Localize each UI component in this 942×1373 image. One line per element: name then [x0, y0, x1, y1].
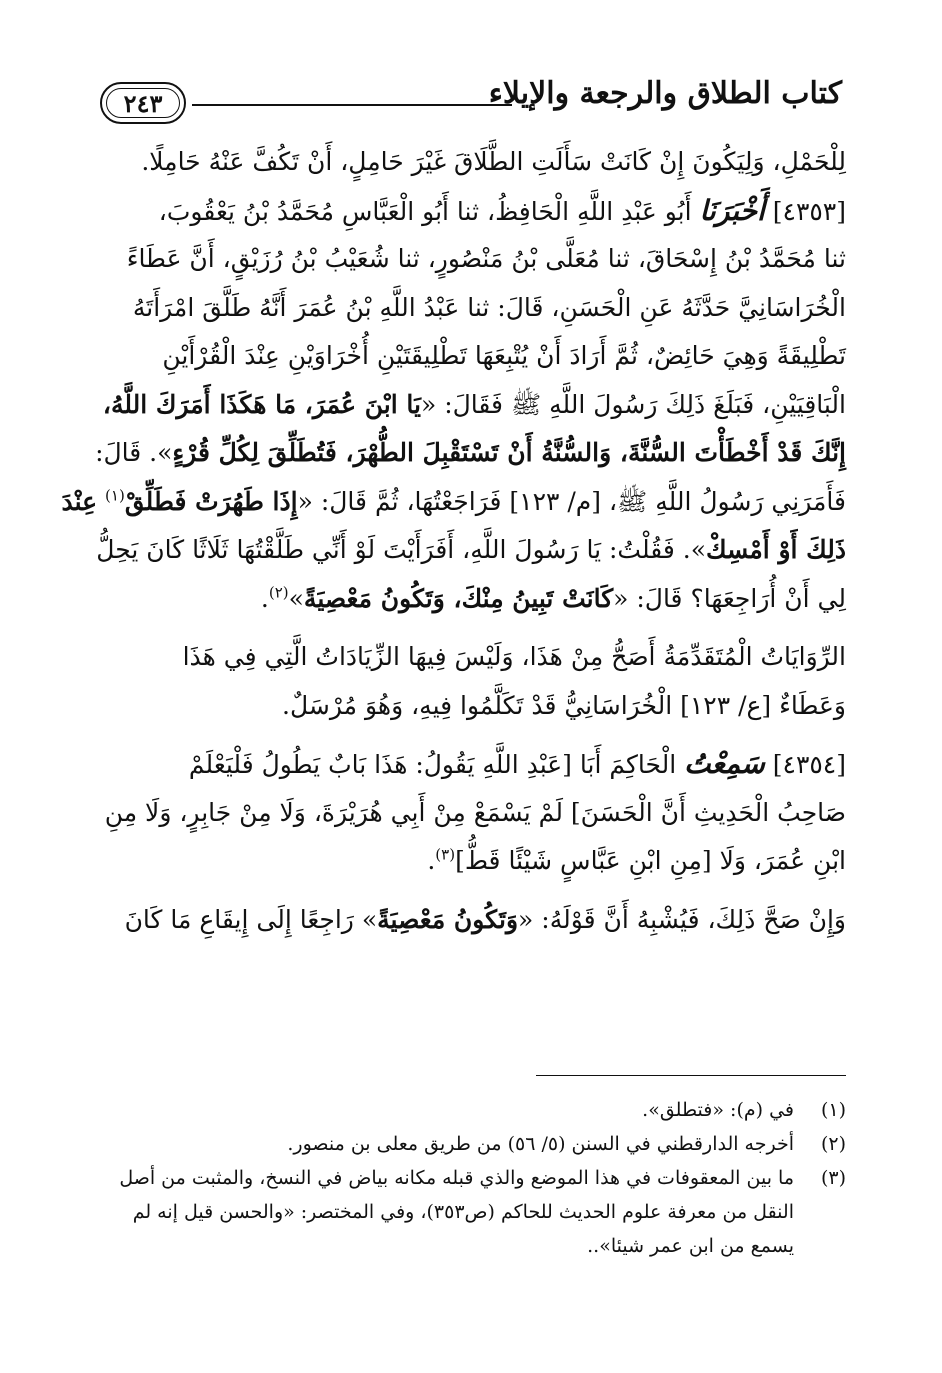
footnote-reference: (٢) — [268, 583, 289, 602]
footnote-reference: (١) — [105, 486, 125, 505]
footnote-item — [96, 1127, 846, 1161]
text-line — [96, 633, 846, 682]
text-line — [96, 187, 846, 236]
text-run: لِي أَنْ أُرَاجِعَهَا؟ قَالَ: « — [613, 583, 846, 613]
text-run: فَأَمَرَنِي رَسُولُ اللَّهِ ﷺ، [م/ ١٢٣] فَرَاجَعْتُهَا، ثُمَّ قَالَ: « — [297, 486, 846, 516]
paragraph-hadith-4353 — [61, 138, 846, 623]
text-run: [٤٣٥٣] — [764, 196, 846, 226]
text-run: وَعَطَاءٌ [ع/ ١٢٣] الْخُرَاسَانِيُّ قَدْ تَكَلَّمُوا فِيهِ، وَهُوَ مُرْسَلٌ. — [282, 690, 846, 720]
text-line — [96, 526, 846, 575]
text-run: أَبُو عَبْدِ اللَّهِ الْحَافِظُ، ثنا أَبُو الْعَبَّاسِ مُحَمَّدُ بْنُ يَعْقُوبَ، — [158, 196, 700, 226]
footnote-item — [96, 1093, 846, 1127]
paragraph-hadith-4354 — [96, 740, 846, 886]
text-run: » — [288, 583, 304, 613]
footnote-text — [96, 1161, 794, 1263]
footnote-item — [96, 1161, 846, 1263]
text-line — [96, 138, 846, 187]
text-line — [96, 789, 846, 838]
text-run: ابْنِ عُمَرَ، وَلَا [مِنِ ابْنِ عَبَّاسٍ شَيْئًا قَطُّ] — [455, 846, 846, 875]
text-line — [96, 284, 846, 333]
text-line — [96, 575, 846, 624]
text-run — [97, 487, 105, 516]
text-run: ». قَالَ: — [95, 438, 173, 467]
isnad-lead-word: سَمِعْتُ — [684, 747, 765, 780]
text-run: تَطْلِيقَةً وَهِيَ حَائِضٌ، ثُمَّ أَرَادَ أَنْ يُتْبِعَهَا تَطْلِيقَتَيْنِ أُخْرَاوَيْنِ عِنْدَ الْقُرْأَيْنِ — [162, 341, 846, 370]
prophetic-quote: إِنَّكَ قَدْ أَخْطَأْتَ السُّنَّةَ، وَالسُّنَّةُ أَنْ تَسْتَقْبِلَ الطُّهْرَ، فَتُطَلِّقَ لِكُلِّ قُرْءٍ — [172, 438, 846, 467]
footnote-number: (١) — [820, 1099, 846, 1121]
text-line — [96, 682, 846, 731]
running-title: كتاب الطلاق والرجعة والإيلاء — [488, 76, 842, 111]
footnote-number: (٢) — [820, 1133, 846, 1155]
text-line — [96, 332, 846, 381]
text-run: لِلْحَمْلِ، وَلِيَكُونَ إِنْ كَانَتْ سَأَلَتِ الطَّلَاقَ غَيْرَ حَامِلٍ، أَنْ تَكُفَّ عَنْهُ حَامِلًا. — [141, 147, 846, 176]
footnote-line: أخرجه الدارقطني في السنن (٥/ ٥٦) من طريق معلى بن منصور. — [287, 1133, 794, 1155]
prophetic-quote: ذَلِكَ أَوْ أَمْسِكْ — [706, 535, 846, 564]
text-line — [96, 896, 846, 945]
footnote-number: (٣) — [820, 1167, 846, 1189]
footnote-line: ما بين المعقوفات في هذا الموضع والذي قبله مكانه بياض في النسخ، والمثبت من أصل — [119, 1167, 794, 1189]
paragraph-commentary — [96, 633, 846, 730]
prophetic-quote: كَانَتْ تَبِينُ مِنْكَ، وَتَكُونُ مَعْصِيَةً — [303, 583, 614, 613]
page-number: ٢٤٣ — [123, 88, 163, 118]
text-line — [96, 837, 846, 886]
text-line — [96, 740, 846, 789]
text-run: الْخُرَاسَانِيَّ حَدَّثَهُ عَنِ الْحَسَنِ، قَالَ: ثنا عَبْدُ اللَّهِ بْنُ عُمَرَ أَنَّهُ طَلَّقَ امْرَأَتَهُ — [132, 292, 846, 322]
footnote-text — [96, 1127, 794, 1161]
page-number-badge — [100, 82, 186, 124]
text-run: وَإِنْ صَحَّ ذَلِكَ، فَيُشْبِهُ أَنَّ قَوْلَهُ: « — [518, 904, 846, 934]
footnote-reference: (٣) — [435, 845, 456, 864]
text-run: ثنا مُحَمَّدُ بْنُ إِسْحَاقَ، ثنا مُعَلَّى بْنُ مَنْصُورٍ، ثنا شُعَيْبُ بْنُ رُزَيْقٍ، أَنَّ عَطَاءً — [126, 244, 846, 273]
prophetic-quote: يَا ابْنَ عُمَرَ، مَا هَكَذَا أَمَرَكَ اللَّهُ، — [102, 389, 421, 419]
text-line — [96, 235, 846, 284]
footnote-line: يسمع من ابن عمر شيئا».. — [587, 1235, 794, 1257]
footnote-line: في (م): «فتطلق». — [642, 1099, 794, 1121]
text-line — [96, 381, 846, 430]
footnote-line: النقل من معرفة علوم الحديث للحاكم (ص٣٥٣)، وفي المختصر: «والحسن قيل إنه لم — [132, 1201, 794, 1223]
footnote-text — [96, 1093, 794, 1127]
page-header — [100, 72, 842, 132]
text-run: [٤٣٥٤] — [764, 750, 846, 779]
header-rule — [192, 104, 512, 106]
prophetic-quote: عِنْدَ — [61, 486, 98, 516]
footnote-separator — [536, 1075, 846, 1076]
text-run: . — [427, 846, 436, 875]
text-run: الْبَاقِيَيْنِ، فَبَلَغَ ذَلِكَ رَسُولَ اللَّهِ ﷺ فَقَالَ: « — [420, 389, 846, 419]
prophetic-quote: وَتَكُونُ مَعْصِيَةً — [377, 904, 519, 934]
footnotes — [96, 1093, 846, 1263]
text-run: » رَاجِعًا إِلَى إِيقَاعِ مَا كَانَ — [124, 904, 378, 934]
text-line — [61, 478, 846, 527]
text-run: ». فَقُلْتُ: يَا رَسُولَ اللَّهِ، أَفَرَأَيْتَ لَوْ أَنِّي طَلَّقْتُهَا ثَلَاثًا كَانَ يَحِلُّ — [96, 535, 707, 564]
paragraph-closing — [96, 896, 846, 945]
isnad-lead-word: أَخْبَرَنَا — [699, 193, 765, 227]
text-run: الرِّوَايَاتُ الْمُتَقَدِّمَةُ أَصَحُّ مِنْ هَذَا، وَلَيْسَ فِيهَا الزِّيَادَاتُ الَّتِي فِي هَذَا — [182, 642, 846, 671]
text-line — [96, 429, 846, 478]
main-text — [61, 138, 846, 944]
text-run: . — [260, 583, 269, 613]
text-run: صَاحِبُ الْحَدِيثِ أَنَّ الْحَسَنَ] لَمْ يَسْمَعْ مِنْ أَبِي هُرَيْرَةَ، وَلَا مِنْ جَابِرٍ، وَلَا مِنِ — [104, 797, 846, 827]
text-run: الْحَاكِمَ أَبَا [عَبْدِ اللَّهِ يَقُولُ: هَذَا بَابٌ يَطُولُ فَلْيَعْلَمْ — [188, 750, 685, 779]
prophetic-quote: إِذَا طَهُرَتْ فَطَلِّقْ — [124, 486, 298, 516]
